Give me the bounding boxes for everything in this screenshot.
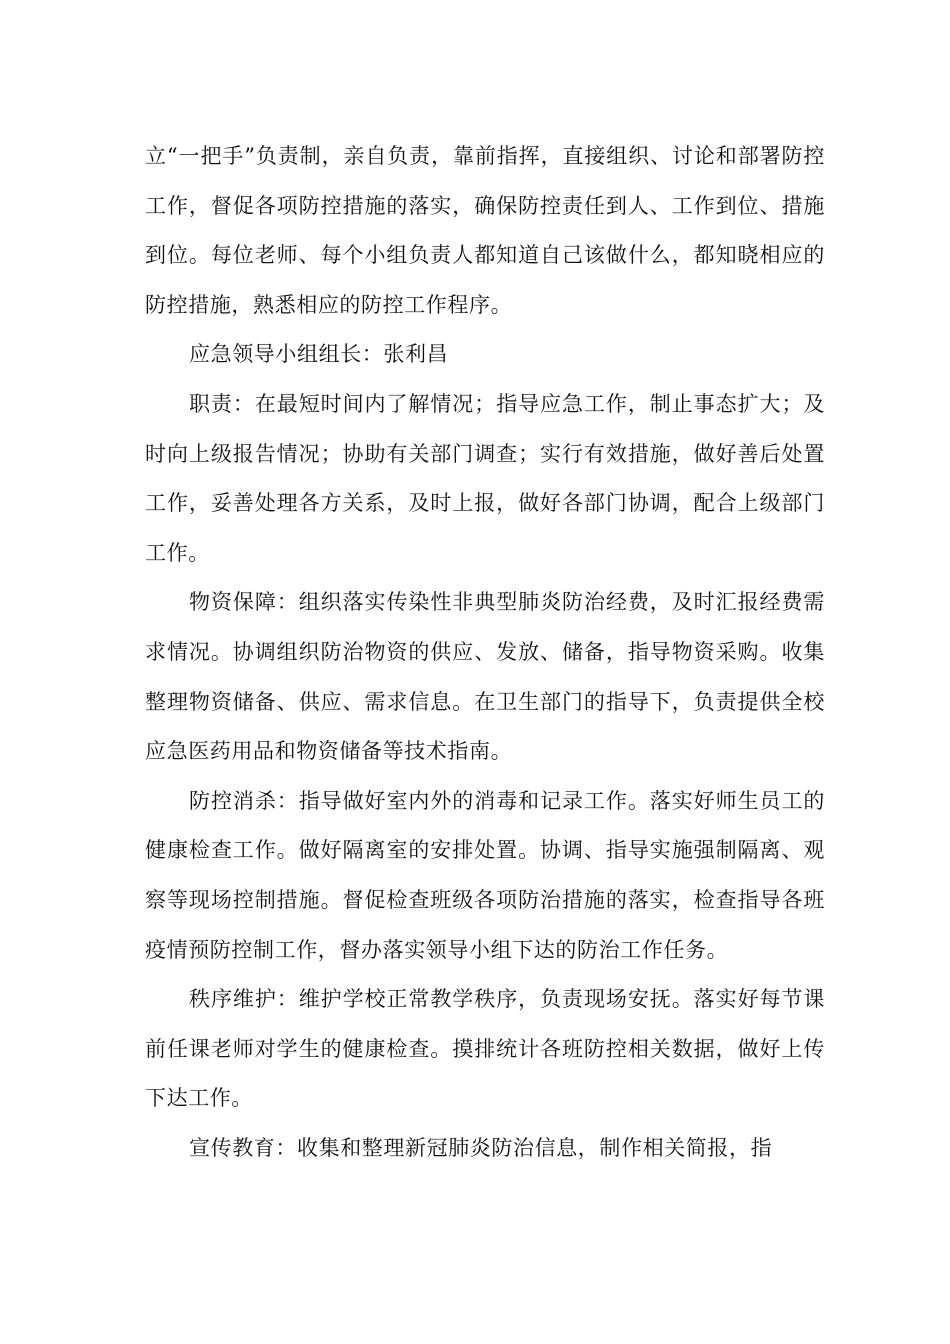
paragraph-supplies: 物资保障：组织落实传染性非典型肺炎防治经费，及时汇报经费需求情况。协调组织防治物资的供应、发放、储备，指导物资采购。收集整理物资储备、供应、需求信息。在卫生部门的指导下，负责提供全校应急医药用品和物资储备等技术指南。	[145, 590, 825, 764]
paragraph-team-leader: 应急领导小组组长：张利昌	[189, 342, 449, 367]
paragraph-publicity: 宣传教育：收集和整理新冠肺炎防治信息，制作相关简报，指	[189, 1135, 773, 1160]
paragraph-disinfection: 防控消杀：指导做好室内外的消毒和记录工作。落实好师生员工的健康检查工作。做好隔离室的安排处置。协调、指导实施强制隔离、观察等现场控制措施。督促检查班级各项防治措施的落实，检查指导各班疫情预防控制工作，督办落实领导小组下达的防治工作任务。	[145, 788, 825, 962]
document-body	[145, 132, 825, 1173]
paragraph-continuation: 立“一把手”负责制，亲自负责，靠前指挥，直接组织、讨论和部署防控工作，督促各项防控措施的落实，确保防控责任到人、工作到位、措施到位。每位老师、每个小组负责人都知道自己该做什么，都知晓相应的防控措施，熟悉相应的防控工作程序。	[145, 144, 825, 317]
paragraph-duties: 职责：在最短时间内了解情况；指导应急工作，制止事态扩大；及时向上级报告情况；协助有关部门调查；实行有效措施，做好善后处置工作，妥善处理各方关系，及时上报，做好各部门协调，配合上级部门工作。	[145, 391, 825, 565]
paragraph-order: 秩序维护：维护学校正常教学秩序，负责现场安抚。落实好每节课前任课老师对学生的健康检查。摸排统计各班防控相关数据，做好上传下达工作。	[145, 987, 825, 1111]
